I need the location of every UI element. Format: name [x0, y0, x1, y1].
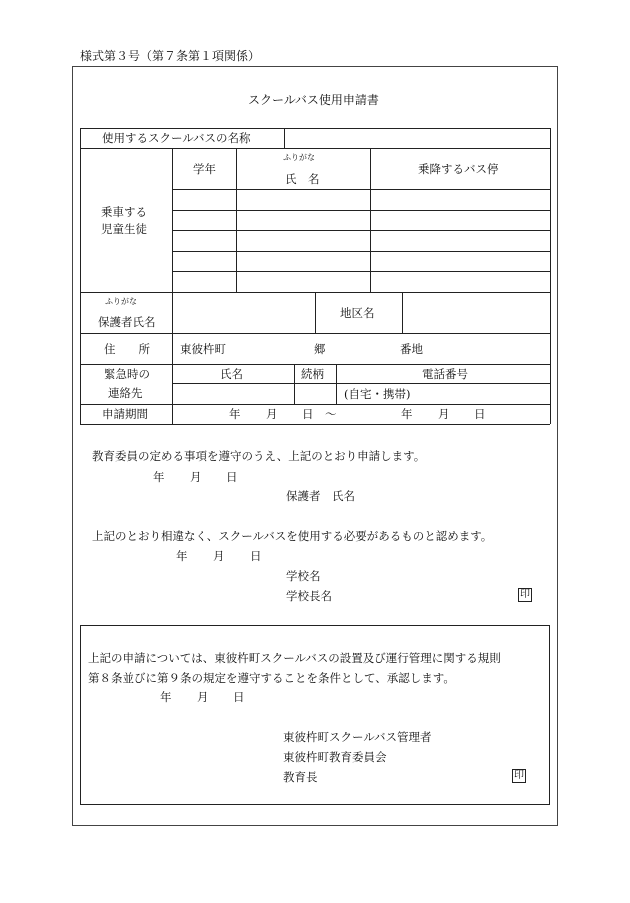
approval-line1: 上記の申請については、東彼杵町スクールバスの設置及び運行管理に関する規則: [88, 651, 501, 665]
name-furigana: ふりがな: [283, 153, 315, 162]
address-banchi: 番地: [400, 342, 423, 356]
applicant-year: 年: [153, 470, 165, 484]
guardian-label: 保護者氏名: [98, 315, 156, 329]
school-year: 年: [176, 549, 188, 563]
bus-name-label: 使用するスクールバスの名称: [102, 131, 251, 145]
name-header: 氏 名: [285, 172, 320, 186]
approval-year: 年: [160, 690, 172, 704]
period-year-from: 年: [229, 407, 241, 421]
school-name-label: 学校名: [286, 569, 321, 583]
superintendent-seal: 印: [514, 770, 524, 781]
principal-seal: 印: [520, 589, 530, 600]
period-label: 申請期間: [102, 407, 148, 421]
phone-note: (自宅・携帯): [344, 387, 411, 401]
school-day: 日: [250, 549, 262, 563]
district-label: 地区名: [340, 306, 375, 320]
address-label: 住 所: [104, 342, 150, 356]
school-statement: 上記のとおり相違なく、スクールバスを使用する必要があるものと認めます。: [92, 529, 493, 543]
grade-header: 学年: [193, 162, 216, 176]
applicant-day: 日: [226, 470, 238, 484]
principal-label: 学校長名: [286, 589, 332, 603]
education-board: 東彼杵町教育委員会: [283, 750, 387, 764]
approval-day: 日: [233, 690, 245, 704]
riders-label-line2: 児童生徒: [101, 222, 147, 236]
address-go: 郷: [314, 342, 326, 356]
address-town: 東彼杵町: [180, 342, 226, 356]
approval-month: 月: [197, 690, 209, 704]
phone-header: 電話番号: [422, 367, 468, 381]
period-year-to: 年: [401, 407, 413, 421]
applicant-month: 月: [190, 470, 202, 484]
period-month-to: 月: [438, 407, 450, 421]
emergency-label-line2: 連絡先: [108, 386, 143, 400]
riders-label-line1: 乗車する: [101, 205, 147, 219]
form-title: スクールバス使用申請書: [248, 93, 379, 107]
stop-header: 乗降するバス停: [418, 162, 499, 176]
period-day-to: 日: [474, 407, 486, 421]
period-month-from: 月: [266, 407, 278, 421]
form-number: 様式第３号（第７条第１項関係）: [80, 49, 261, 63]
applicant-statement: 教育委員の定める事項を遵守のうえ、上記のとおり申請します。: [92, 449, 426, 463]
superintendent: 教育長: [283, 770, 318, 784]
contact-name-header: 氏名: [220, 367, 243, 381]
emergency-label-line1: 緊急時の: [104, 367, 150, 381]
guardian-signature: 保護者 氏名: [286, 489, 355, 503]
guardian-furigana: ふりがな: [105, 297, 137, 306]
bus-manager: 東彼杵町スクールバス管理者: [283, 730, 432, 744]
relation-header: 続柄: [301, 367, 324, 381]
approval-line2: 第８条並びに第９条の規定を遵守することを条件として、承認します。: [88, 671, 455, 685]
period-day-from: 日 ～: [302, 407, 337, 421]
school-month: 月: [213, 549, 225, 563]
